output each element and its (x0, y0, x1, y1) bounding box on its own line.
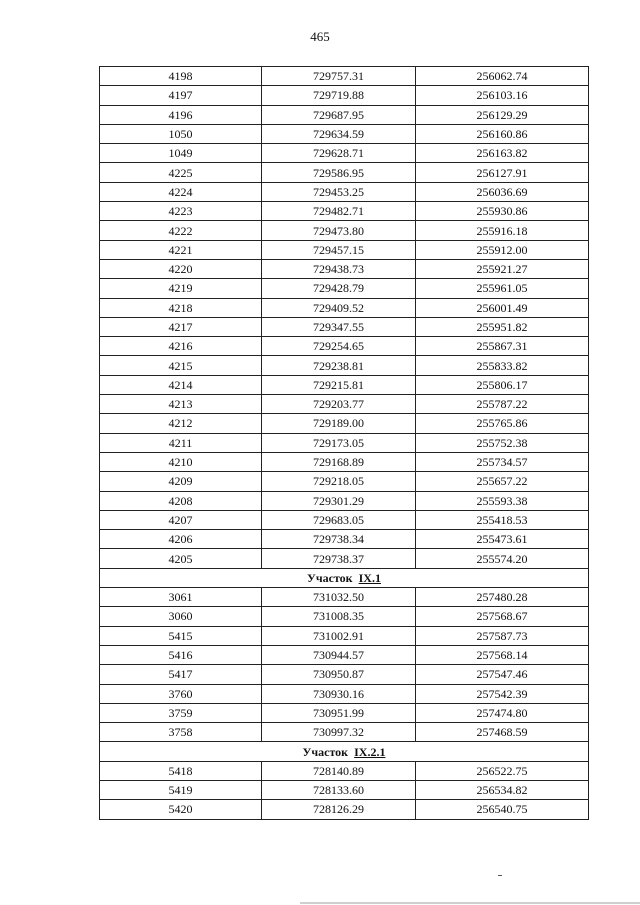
point-number-cell: 4216 (100, 337, 262, 356)
table-row (100, 626, 589, 645)
point-number-cell: 4214 (100, 375, 262, 394)
point-number-cell: 3759 (100, 703, 262, 722)
x-coordinate-cell: 729173.05 (262, 433, 416, 452)
y-coordinate-cell: 256127.91 (416, 163, 589, 182)
coordinates-table-body (100, 67, 589, 820)
y-coordinate-cell: 255657.22 (416, 472, 589, 491)
point-number-cell: 4198 (100, 67, 262, 86)
coordinates-table (99, 66, 589, 820)
point-number-cell: 4220 (100, 259, 262, 278)
table-row (100, 723, 589, 742)
y-coordinate-cell: 256540.75 (416, 800, 589, 819)
x-coordinate-cell: 729738.37 (262, 549, 416, 568)
table-row (100, 645, 589, 664)
x-coordinate-cell: 729719.88 (262, 86, 416, 105)
point-number-cell: 4218 (100, 298, 262, 317)
y-coordinate-cell: 255867.31 (416, 337, 589, 356)
y-coordinate-cell: 257568.67 (416, 607, 589, 626)
point-number-cell: 3061 (100, 588, 262, 607)
y-coordinate-cell: 255912.00 (416, 240, 589, 259)
point-number-cell: 4215 (100, 356, 262, 375)
x-coordinate-cell: 728133.60 (262, 780, 416, 799)
x-coordinate-cell: 729634.59 (262, 124, 416, 143)
x-coordinate-cell: 729457.15 (262, 240, 416, 259)
x-coordinate-cell: 729347.55 (262, 317, 416, 336)
table-row (100, 549, 589, 568)
point-number-cell: 4207 (100, 510, 262, 529)
point-number-cell: 3758 (100, 723, 262, 742)
page-number: 465 (310, 29, 330, 44)
table-row (100, 491, 589, 510)
y-coordinate-cell: 255951.82 (416, 317, 589, 336)
point-number-cell: 5415 (100, 626, 262, 645)
table-row (100, 240, 589, 259)
x-coordinate-cell: 729428.79 (262, 279, 416, 298)
table-row (100, 105, 589, 124)
table-row (100, 472, 589, 491)
point-number-cell: 5420 (100, 800, 262, 819)
y-coordinate-cell: 256160.86 (416, 124, 589, 143)
x-coordinate-cell: 729757.31 (262, 67, 416, 86)
section-label: Участок (307, 570, 353, 585)
table-row (100, 703, 589, 722)
table-row (100, 684, 589, 703)
x-coordinate-cell: 728126.29 (262, 800, 416, 819)
x-coordinate-cell: 729738.34 (262, 530, 416, 549)
table-row (100, 221, 589, 240)
x-coordinate-cell: 730951.99 (262, 703, 416, 722)
y-coordinate-cell: 255930.86 (416, 202, 589, 221)
table-row (100, 279, 589, 298)
table-row (100, 259, 589, 278)
x-coordinate-cell: 729482.71 (262, 202, 416, 221)
y-coordinate-cell: 255734.57 (416, 452, 589, 471)
x-coordinate-cell: 729453.25 (262, 182, 416, 201)
x-coordinate-cell: 731002.91 (262, 626, 416, 645)
point-number-cell: 4217 (100, 317, 262, 336)
y-coordinate-cell: 257474.80 (416, 703, 589, 722)
y-coordinate-cell: 257547.46 (416, 665, 589, 684)
table-row (100, 67, 589, 86)
point-number-cell: 4205 (100, 549, 262, 568)
point-number-cell: 1050 (100, 124, 262, 143)
x-coordinate-cell: 729438.73 (262, 259, 416, 278)
point-number-cell: 4212 (100, 414, 262, 433)
point-number-cell: 1049 (100, 144, 262, 163)
table-row (100, 163, 589, 182)
point-number-cell: 4209 (100, 472, 262, 491)
table-row (100, 588, 589, 607)
section-label: Участок (302, 744, 349, 759)
point-number-cell: 4208 (100, 491, 262, 510)
x-coordinate-cell: 731008.35 (262, 607, 416, 626)
point-number-cell: 3760 (100, 684, 262, 703)
table-row (100, 144, 589, 163)
point-number-cell: 4223 (100, 202, 262, 221)
section-header-row (100, 568, 589, 587)
y-coordinate-cell: 255574.20 (416, 549, 589, 568)
point-number-cell: 4206 (100, 530, 262, 549)
x-coordinate-cell: 729254.65 (262, 337, 416, 356)
y-coordinate-cell: 256036.69 (416, 182, 589, 201)
point-number-cell: 4219 (100, 279, 262, 298)
y-coordinate-cell: 256103.16 (416, 86, 589, 105)
x-coordinate-cell: 730997.32 (262, 723, 416, 742)
y-coordinate-cell: 257468.59 (416, 723, 589, 742)
y-coordinate-cell: 255473.61 (416, 530, 589, 549)
table-row (100, 800, 589, 819)
point-number-cell: 5419 (100, 780, 262, 799)
point-number-cell: 4197 (100, 86, 262, 105)
point-number-cell: 4225 (100, 163, 262, 182)
x-coordinate-cell: 729473.80 (262, 221, 416, 240)
scan-edge (300, 902, 640, 904)
table-row (100, 665, 589, 684)
x-coordinate-cell: 729683.05 (262, 510, 416, 529)
y-coordinate-cell: 256163.82 (416, 144, 589, 163)
x-coordinate-cell: 730950.87 (262, 665, 416, 684)
point-number-cell: 4221 (100, 240, 262, 259)
table-row (100, 510, 589, 529)
y-coordinate-cell: 255916.18 (416, 221, 589, 240)
y-coordinate-cell: 257480.28 (416, 588, 589, 607)
x-coordinate-cell: 729687.95 (262, 105, 416, 124)
y-coordinate-cell: 255752.38 (416, 433, 589, 452)
table-row (100, 414, 589, 433)
table-row (100, 317, 589, 336)
section-code: IX.2.1 (354, 744, 386, 759)
x-coordinate-cell: 730930.16 (262, 684, 416, 703)
x-coordinate-cell: 729409.52 (262, 298, 416, 317)
y-coordinate-cell: 255961.05 (416, 279, 589, 298)
point-number-cell: 5417 (100, 665, 262, 684)
table-row (100, 761, 589, 780)
table-row (100, 433, 589, 452)
point-number-cell: 5418 (100, 761, 262, 780)
table-row (100, 182, 589, 201)
table-row (100, 86, 589, 105)
y-coordinate-cell: 257587.73 (416, 626, 589, 645)
scan-mark (498, 875, 502, 876)
y-coordinate-cell: 255833.82 (416, 356, 589, 375)
point-number-cell: 4210 (100, 452, 262, 471)
x-coordinate-cell: 730944.57 (262, 645, 416, 664)
point-number-cell: 3060 (100, 607, 262, 626)
table-row (100, 607, 589, 626)
x-coordinate-cell: 729203.77 (262, 395, 416, 414)
y-coordinate-cell: 257568.14 (416, 645, 589, 664)
x-coordinate-cell: 729215.81 (262, 375, 416, 394)
y-coordinate-cell: 256534.82 (416, 780, 589, 799)
point-number-cell: 5416 (100, 645, 262, 664)
y-coordinate-cell: 256062.74 (416, 67, 589, 86)
section-header (100, 742, 589, 761)
table-row (100, 356, 589, 375)
x-coordinate-cell: 729301.29 (262, 491, 416, 510)
y-coordinate-cell: 255593.38 (416, 491, 589, 510)
y-coordinate-cell: 255765.86 (416, 414, 589, 433)
x-coordinate-cell: 731032.50 (262, 588, 416, 607)
x-coordinate-cell: 729189.00 (262, 414, 416, 433)
y-coordinate-cell: 255787.22 (416, 395, 589, 414)
point-number-cell: 4211 (100, 433, 262, 452)
section-header-row (100, 742, 589, 761)
section-code: IX.1 (358, 570, 381, 585)
table-row (100, 375, 589, 394)
y-coordinate-cell: 257542.39 (416, 684, 589, 703)
table-row (100, 337, 589, 356)
table-row (100, 124, 589, 143)
point-number-cell: 4213 (100, 395, 262, 414)
y-coordinate-cell: 255921.27 (416, 259, 589, 278)
table-row (100, 395, 589, 414)
x-coordinate-cell: 729586.95 (262, 163, 416, 182)
y-coordinate-cell: 255806.17 (416, 375, 589, 394)
section-header (100, 568, 589, 587)
y-coordinate-cell: 256522.75 (416, 761, 589, 780)
y-coordinate-cell: 255418.53 (416, 510, 589, 529)
table-row (100, 298, 589, 317)
point-number-cell: 4196 (100, 105, 262, 124)
x-coordinate-cell: 729218.05 (262, 472, 416, 491)
x-coordinate-cell: 729628.71 (262, 144, 416, 163)
table-row (100, 202, 589, 221)
x-coordinate-cell: 729238.81 (262, 356, 416, 375)
point-number-cell: 4222 (100, 221, 262, 240)
table-row (100, 530, 589, 549)
y-coordinate-cell: 256001.49 (416, 298, 589, 317)
x-coordinate-cell: 728140.89 (262, 761, 416, 780)
x-coordinate-cell: 729168.89 (262, 452, 416, 471)
point-number-cell: 4224 (100, 182, 262, 201)
table-row (100, 452, 589, 471)
y-coordinate-cell: 256129.29 (416, 105, 589, 124)
table-row (100, 780, 589, 799)
